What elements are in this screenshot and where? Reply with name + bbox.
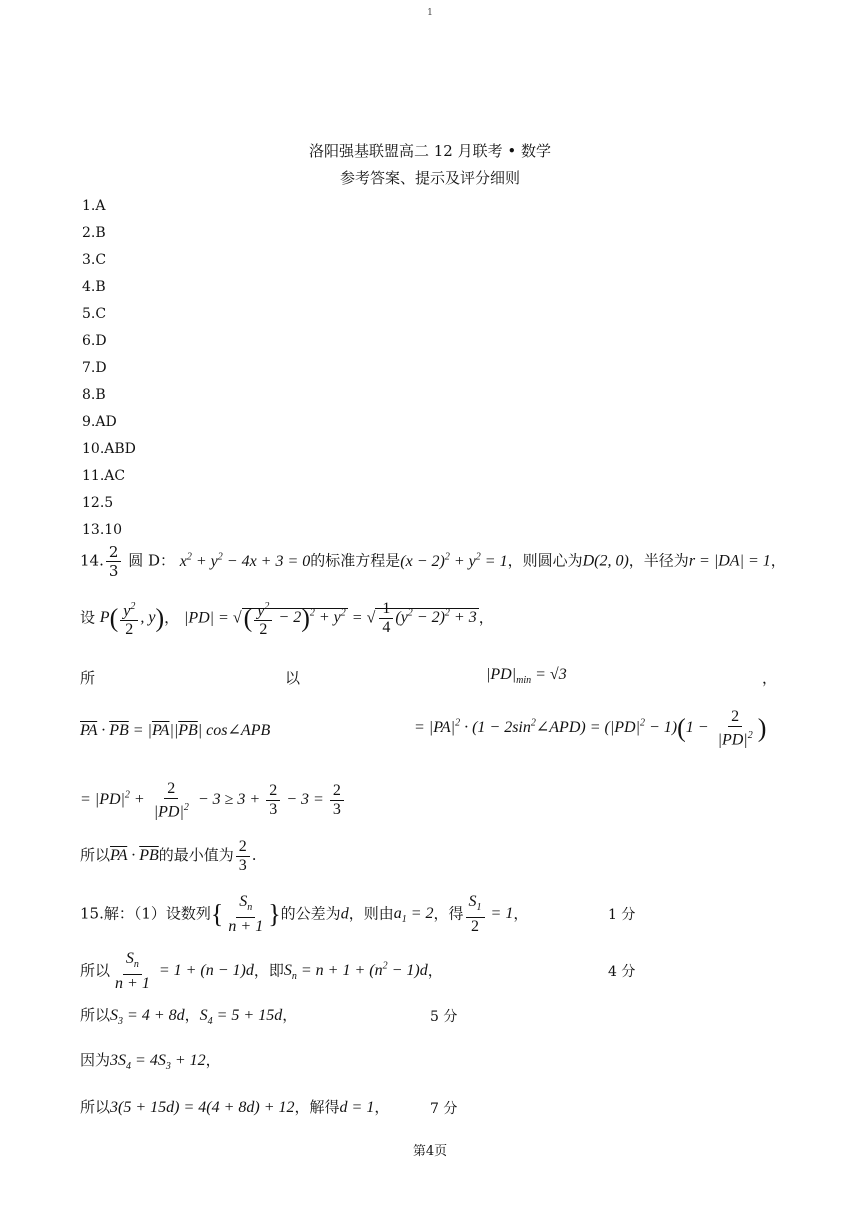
- q15-line-1: 15.解：（1）设数列{ $\frac{S_n}{n + 1}$ }的公差为d，则由$a_1 = 2$，得 $\frac{S_1}{2}$ = 1，: [80, 893, 529, 936]
- q14-line-4: $\overline{PA} \cdot \overline{PB} = |\overline{PA}||\overline{PB}|$ cos∠APB: [80, 722, 271, 739]
- score-label: 1 分: [608, 907, 636, 923]
- q14-line-6: 所以$\overline{PA} \cdot \overline{PB}$的最小值为 $\frac{2}{3}$ .: [80, 838, 257, 874]
- answer-item: 2.B: [82, 225, 106, 241]
- q14-line-1: 14. $\frac{2}{3}$ 圆 D： $x^2 + y^2 - 4x + 3 = 0$的标准方程是$(x - 2)^2 + y^2 = 1$，则圆心为D(2, 0)，半径为r = |DA| = 1，: [80, 543, 786, 580]
- answer-item: 9.AD: [82, 414, 117, 430]
- answer-item: 11.AC: [82, 468, 126, 484]
- answer-item: 4.B: [82, 279, 106, 295]
- answer-item: 3.C: [82, 252, 107, 268]
- answer-item: 8.B: [82, 387, 106, 403]
- answer-item: 10.ABD: [82, 441, 136, 457]
- answer-item: 12.5: [82, 495, 114, 511]
- answer-item: 7.D: [82, 360, 107, 376]
- q14-line-4b: = $|PA|^2 \cdot (1$ − $2\sin^2\angle APD) = (|PD|^2 - 1)(1$ − $\frac{2}{|PD|^2}$ ): [414, 708, 767, 749]
- answer-list: [82, 193, 136, 544]
- q14-line-3b: 以: [285, 669, 301, 687]
- score-label: 4 分: [608, 964, 636, 980]
- page-marker: 1: [427, 8, 433, 18]
- score-label: 7 分: [430, 1101, 458, 1117]
- q14-line-2: 设 P( $\frac{y^2}{2}$ , y)， |PD| = √( $\frac{y^2}{2}$ − $2)^2 + y^2$ = √ $\frac{1}{4}$ $(y^2 - 2)^2 + 3$ ，: [80, 598, 494, 639]
- answer-item: 5.C: [82, 306, 107, 322]
- q15-line-5: 所以3(5 + 15d) = 4(4 + 8d) + 12，解得d = 1，: [80, 1098, 390, 1116]
- page-number: 第4页: [412, 1144, 448, 1159]
- document-title: 洛阳强基联盟高二 12 月联考 • 数学: [308, 142, 551, 160]
- answer-item: 1.A: [82, 198, 106, 214]
- answer-item: 6.D: [82, 333, 107, 349]
- document-subtitle: 参考答案、提示及评分细则: [339, 169, 520, 187]
- q14-line-5: = $|PD|^2$ + $\frac{2}{|PD|^2}$ − 3 ≥ 3 + $\frac{2}{3}$ − 3 = $\frac{2}{3}$: [80, 780, 346, 821]
- q14-min-pd: $|PD|_{min} = √3$: [486, 666, 567, 687]
- answer-item: 13.10: [82, 522, 123, 538]
- score-label: 5 分: [430, 1009, 458, 1025]
- q15-line-4: 因为$3S_4 = 4S_3 + 12$，: [80, 1051, 221, 1073]
- q14-line-3: 所: [80, 669, 96, 687]
- q15-line-3: 所以$S_3 = 4 + 8d$，$S_4 = 5 + 15d$，: [80, 1006, 298, 1028]
- q15-line-2: 所以 $\frac{S_n}{n + 1}$ = 1 + (n − 1)d，即$S_n = n + 1 + (n^2 - 1)d$，: [80, 950, 443, 993]
